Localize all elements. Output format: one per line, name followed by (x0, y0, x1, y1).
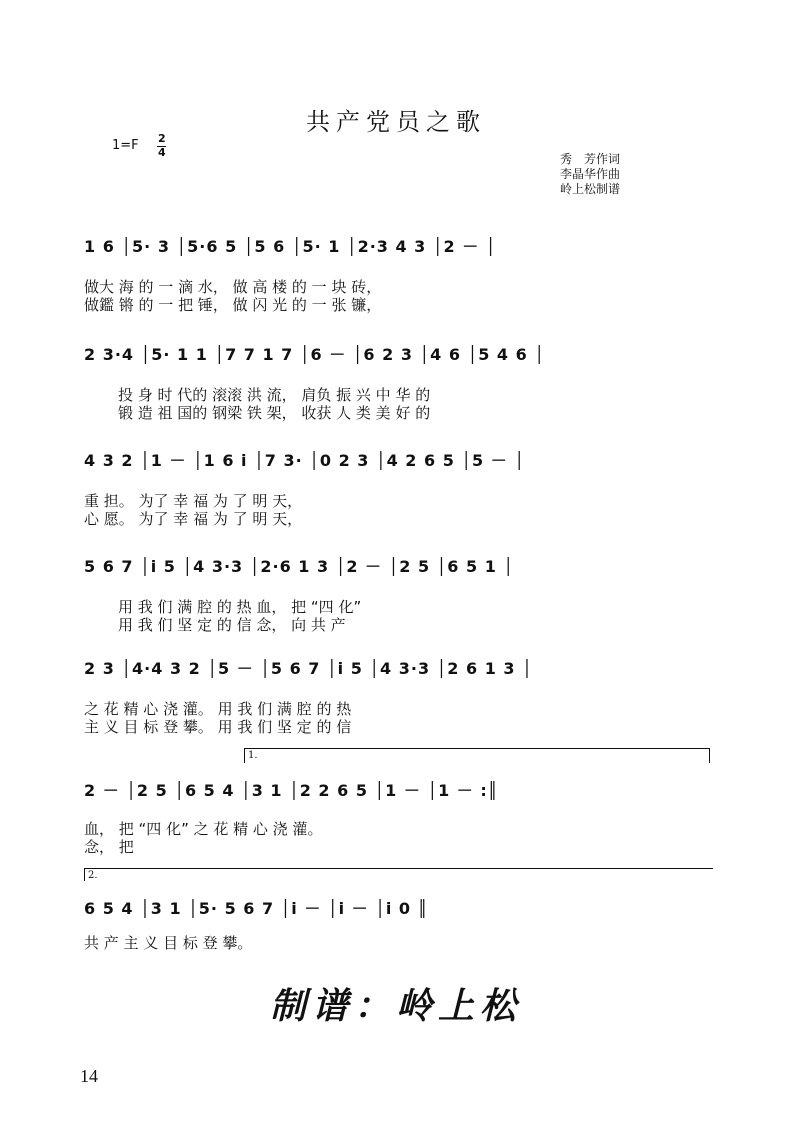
time-signature-top: 2 (158, 132, 166, 145)
volta-2-bracket (84, 868, 713, 881)
volta-1-label: 1. (248, 750, 258, 761)
notation-line-4: 5 6 7 │i 5 │4 3·3 │2·6 1 3 │2 － │2 5 │6 5 1 │ (84, 557, 515, 576)
lyrics-line-4a: 用 我 们 满 腔 的 热 血， 把 “四 化” (118, 598, 362, 616)
notation-line-2: 2 3·4 │5· 1 1 │7 7 1 7 │6 － │6 2 3 │4 6 │5 4 6 │ (84, 345, 545, 364)
key-signature: 1=F (112, 138, 139, 153)
notation-line-7: 6 5 4 │3 1 │5· 5 6 7 │i － │i － │i 0 ║ (84, 899, 429, 918)
lyrics-line-3b: 心 愿。 为了 幸 福 为 了 明 天， (84, 510, 303, 528)
lyrics-line-2b: 锻 造 祖 国的 钢梁 铁 架， 收获 人 类 美 好 的 (118, 404, 431, 422)
notation-line-5: 2 3 │4·4 3 2 │5 － │5 6 7 │i 5 │4 3·3 │2 6 1 3 │ (84, 659, 533, 678)
credit-composer: 李晶华作曲 (560, 167, 621, 181)
notation-line-3: 4 3 2 │1 － │1 6 i │7 3· │0 2 3 │4 2 6 5 │5 － │ (84, 451, 525, 470)
song-title: 共产党员之歌 (306, 108, 486, 136)
transcriber-signature: 制谱：岭上松 (269, 985, 522, 1027)
volta-1-bracket (244, 748, 710, 763)
lyrics-line-3a: 重 担。 为了 幸 福 为 了 明 天， (84, 492, 303, 510)
lyrics-line-5b: 主 义 目 标 登 攀。 用 我 们 坚 定 的 信 (84, 718, 352, 736)
notation-line-6: 2 － │2 5 │6 5 4 │3 1 │2 2 6 5 │1 － │1 － :║ (84, 781, 499, 800)
page-number: 14 (80, 1066, 98, 1086)
lyrics-line-1b: 做鑑 锵 的 一 把 锤， 做 闪 光 的 一 张 镰， (84, 296, 382, 314)
lyrics-line-6b: 念， 把 (84, 838, 134, 856)
volta-2-label: 2. (88, 870, 98, 881)
credit-lyricist: 秀 芳作词 (560, 152, 621, 166)
notation-line-1: 1 6 │5· 3 │5·6 5 │5 6 │5· 1 │2·3 4 3 │2 － │ (84, 237, 497, 256)
lyrics-line-2a: 投 身 时 代的 滚滚 洪 流， 肩负 振 兴 中 华 的 (118, 386, 431, 404)
lyrics-line-1a: 做大 海 的 一 滴 水， 做 高 楼 的 一 块 砖， (84, 278, 382, 296)
time-signature-bottom: 4 (158, 146, 166, 159)
lyrics-line-4b: 用 我 们 坚 定 的 信 念， 向 共 产 (118, 616, 346, 634)
lyrics-line-5a: 之 花 精 心 浇 灌。 用 我 们 满 腔 的 热 (84, 700, 352, 718)
lyrics-line-6a: 血， 把 “四 化” 之 花 精 心 浇 灌。 (84, 820, 323, 838)
lyrics-line-7a: 共 产 主 义 目 标 登 攀。 (84, 934, 253, 952)
credit-transcriber: 岭上松制谱 (560, 182, 621, 196)
